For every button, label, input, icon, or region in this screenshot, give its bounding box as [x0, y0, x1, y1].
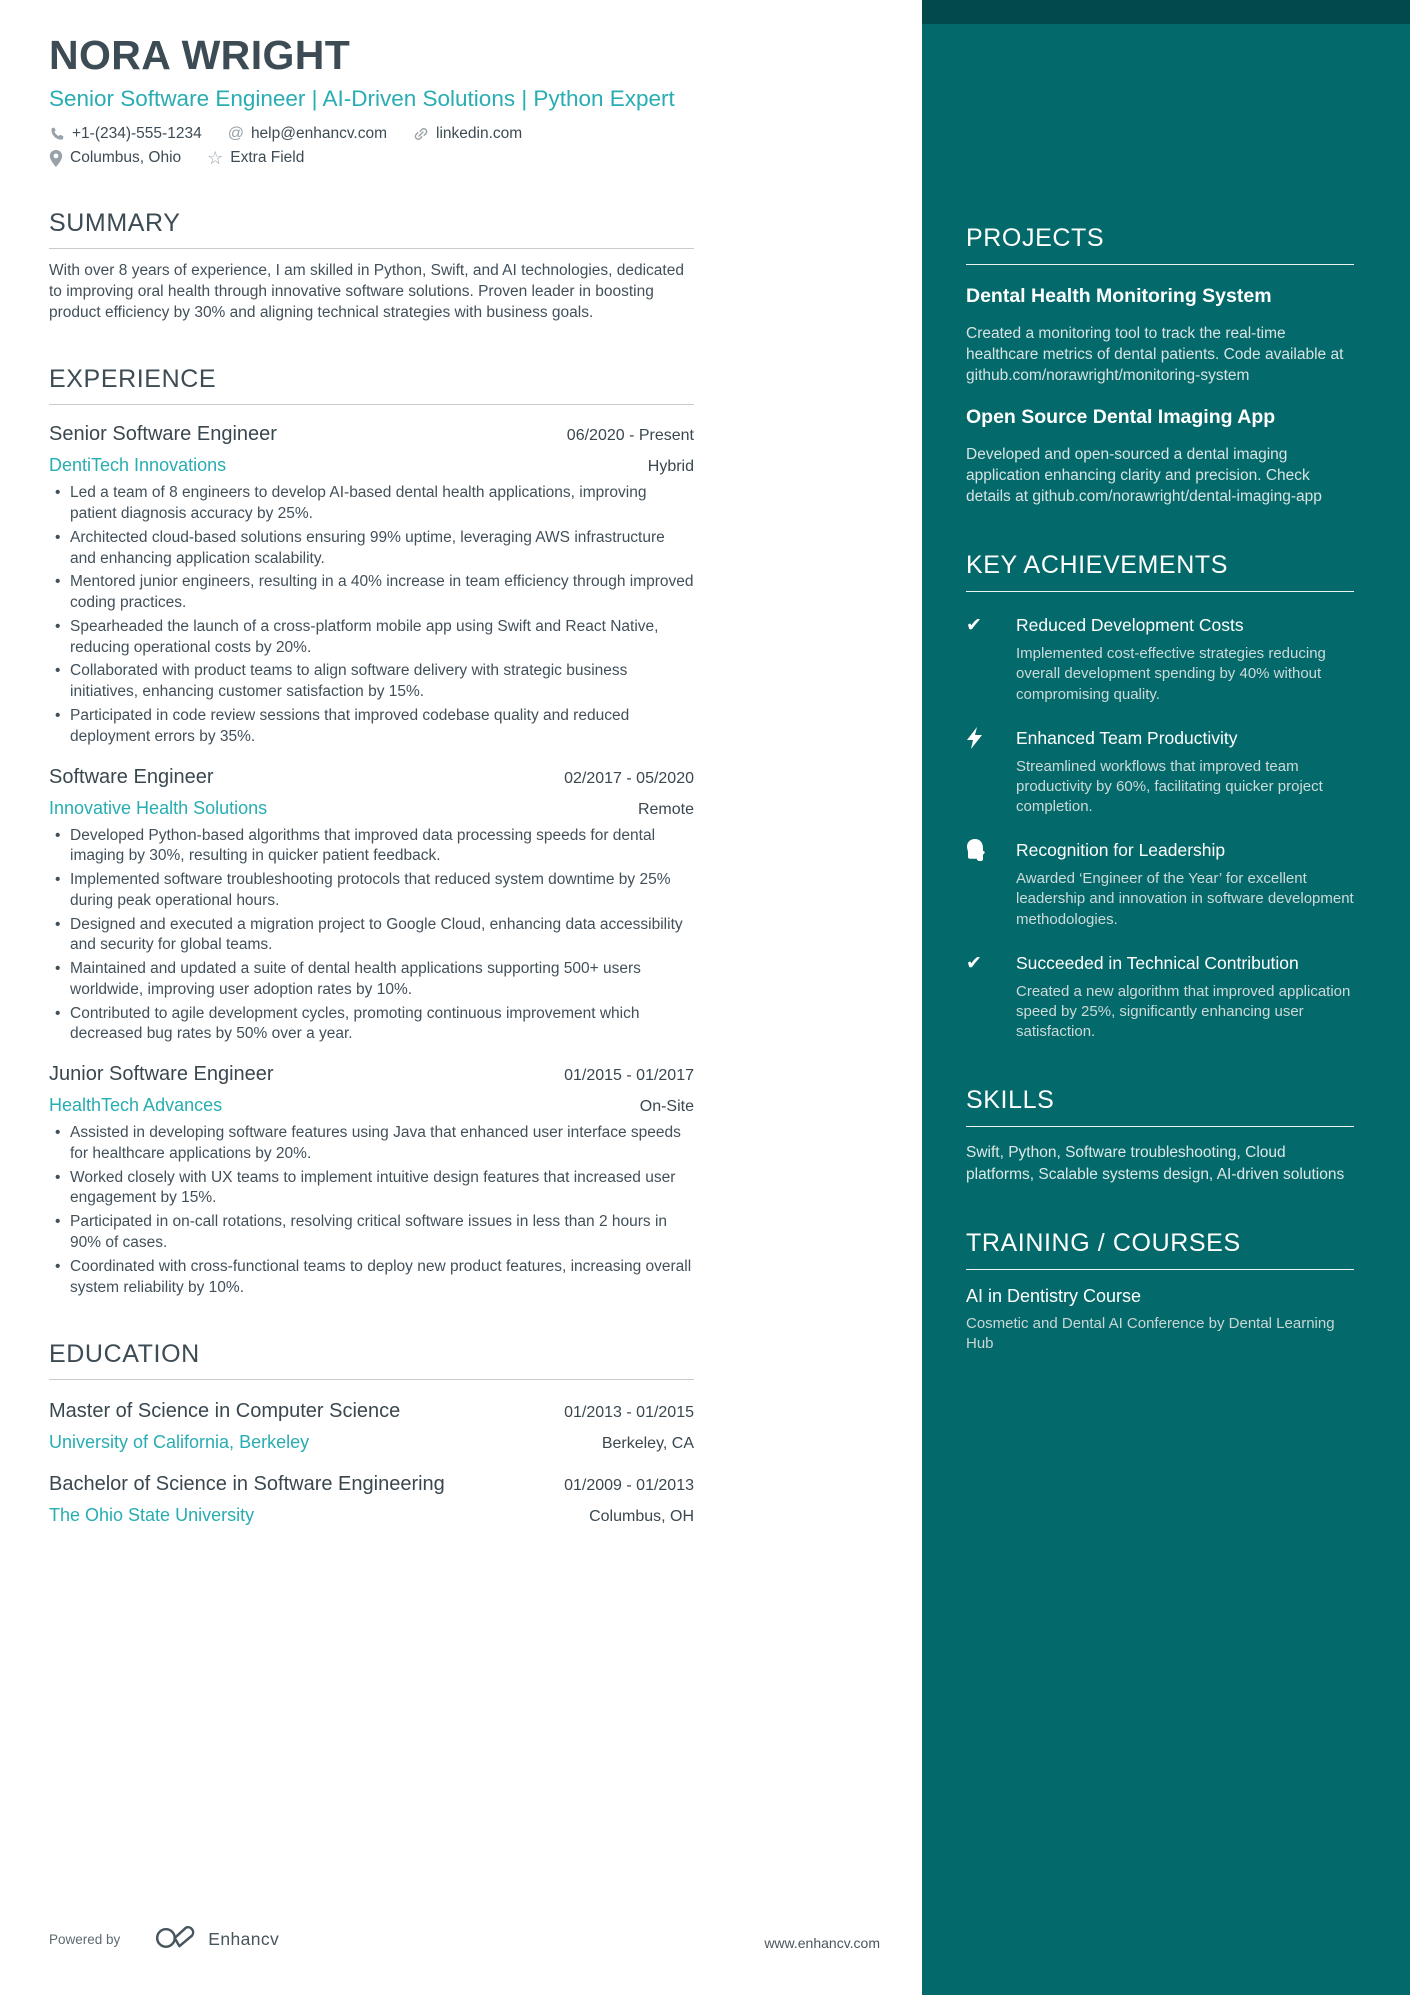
link-icon [413, 126, 429, 142]
phone-icon [49, 126, 65, 142]
check-icon: ✔ [966, 615, 982, 637]
job-company: DentiTech Innovations [49, 455, 227, 476]
job-title: Software Engineer [49, 765, 214, 788]
bullet-item: • Mentored junior engineers, resulting in a 40% increase in team efficiency through improved coding practices. [49, 572, 694, 614]
summary-text: With over 8 years of experience, I am skilled in Python, Swift, and AI technologies, dedicated to improving oral health through innovative software solutions. Proven leader in boosting product efficiency by 30% and aligning technical strategies with business goals. [49, 262, 684, 321]
bullet-item: • Worked closely with UX teams to implement intuitive design features that increased user engagement by 15%. [49, 1168, 694, 1210]
skills-section [966, 1086, 1354, 1184]
bullet-item: • Led a team of 8 engineers to develop AI-based dental health applications, improving patient diagnosis accuracy by 25%. [49, 483, 694, 525]
key-achievements-heading: KEY ACHIEVEMENTS [966, 551, 1228, 580]
job-entry [49, 1063, 694, 1298]
achievement-description: Awarded ‘Engineer of the Year’ for excellent leadership and innovation in software development methodologies. [1016, 870, 1354, 928]
bullet-item: • Maintained and updated a suite of dental health applications supporting 500+ users worldwide, improving user adoption rates by 10%. [49, 959, 694, 1001]
bullet-item: • Collaborated with product teams to align software delivery with strategic business initiatives, enhancing customer satisfaction by 15%. [49, 661, 694, 703]
contact-location: Columbus, Ohio [49, 149, 181, 167]
sidebar [922, 0, 1410, 1995]
sidebar-top-strip [922, 0, 1410, 24]
bullet-item: • Coordinated with cross-functional teams to deploy new product features, increasing overall system reliability by 10%. [49, 1257, 694, 1299]
achievement-title: Enhanced Team Productivity [1016, 727, 1238, 748]
contact-info [49, 125, 694, 167]
key-achievements-divider [966, 591, 1354, 592]
achievement-title: Reduced Development Costs [1016, 615, 1244, 636]
summary-divider [49, 248, 694, 249]
projects-section [966, 224, 1354, 507]
education-divider [49, 1379, 694, 1380]
candidate-name: NORA WRIGHT [49, 32, 351, 78]
project-title: Dental Health Monitoring System [966, 285, 1272, 307]
project-description: Created a monitoring tool to track the real-time healthcare metrics of dental patients. Code available at github.com/norawright/monitoring-system [966, 324, 1344, 385]
bullet-item: • Implemented software troubleshooting protocols that reduced system downtime by 25% during peak operational hours. [49, 870, 694, 912]
education-location: Columbus, OH [589, 1508, 694, 1526]
location-pin-icon [49, 150, 63, 167]
head-icon [966, 839, 992, 930]
job-location: On-Site [639, 1098, 694, 1116]
job-entry [49, 766, 694, 1046]
achievement-item [966, 614, 1354, 705]
training-heading: TRAINING / COURSES [966, 1228, 1241, 1257]
education-section [49, 1340, 694, 1526]
experience-section [49, 365, 694, 1298]
experience-heading: EXPERIENCE [49, 365, 217, 394]
skills-heading: SKILLS [966, 1086, 1055, 1115]
bullet-item: • Assisted in developing software features using Java that enhanced user interface speeds for healthcare applications by 20%. [49, 1123, 694, 1165]
powered-by-label: Powered by [49, 1932, 121, 1947]
bullet-item: • Architected cloud-based solutions ensuring 99% uptime, leveraging AWS infrastructure and enhancing application scalability. [49, 528, 694, 570]
job-location: Hybrid [647, 458, 694, 476]
job-title: Senior Software Engineer [49, 423, 277, 446]
achievement-item [966, 952, 1354, 1043]
job-dates: 01/2015 - 01/2017 [564, 1067, 694, 1085]
education-location: Berkeley, CA [601, 1435, 694, 1453]
course-title: AI in Dentistry Course [966, 1285, 1142, 1306]
achievement-title: Succeeded in Technical Contribution [1016, 952, 1299, 973]
candidate-headline: Senior Software Engineer | AI-Driven Solutions | Python Expert [49, 86, 675, 112]
contact-link: linkedin.com [413, 125, 522, 143]
job-bullets [49, 826, 694, 1046]
bullet-item: • Spearheaded the launch of a cross-platform mobile app using Swift and React Native, reducing operational costs by 20%. [49, 617, 694, 659]
enhancv-wordmark: Enhancv [208, 1929, 280, 1949]
projects-divider [966, 264, 1354, 265]
summary-section [49, 209, 694, 323]
project-item [966, 284, 1354, 386]
job-dates: 06/2020 - Present [566, 427, 694, 445]
job-bullets [49, 1123, 694, 1298]
job-location: Remote [637, 800, 694, 818]
project-title: Open Source Dental Imaging App [966, 406, 1276, 429]
check-icon: ✔ [966, 952, 982, 974]
star-icon: ☆ [207, 148, 224, 169]
training-divider [966, 1269, 1354, 1270]
job-company: Innovative Health Solutions [49, 797, 268, 818]
education-entry [49, 1473, 694, 1526]
achievement-item [966, 727, 1354, 818]
job-entry [49, 423, 694, 747]
job-dates: 02/2017 - 05/2020 [564, 769, 694, 787]
project-item [966, 405, 1354, 507]
bullet-item: • Contributed to agile development cycles, promoting continuous improvement which decreased bug rates by 50% over a year. [49, 1004, 694, 1046]
contact-email: @ help@enhancv.com [227, 125, 388, 143]
footer [49, 1924, 279, 1955]
school-name: University of California, Berkeley [49, 1432, 310, 1453]
degree: Master of Science in Computer Science [49, 1400, 401, 1423]
main-column [49, 0, 694, 1526]
key-achievements-section [966, 551, 1354, 1042]
education-entry [49, 1400, 694, 1453]
bullet-item: • Participated in code review sessions that improved codebase quality and reduced deployment errors by 35%. [49, 706, 694, 748]
school-name: The Ohio State University [49, 1505, 255, 1526]
achievement-item [966, 839, 1354, 930]
skills-list: Swift, Python, Software troubleshooting, Cloud platforms, Scalable systems design, AI-driven solutions [966, 1144, 1345, 1183]
footer-website: www.enhancv.com [764, 1935, 880, 1951]
lightning-icon [966, 727, 992, 818]
projects-heading: PROJECTS [966, 224, 1105, 252]
bullet-item: • Developed Python-based algorithms that improved data processing speeds for dental imaging by 30%, resulting in quicker patient feedback. [49, 826, 694, 868]
skills-divider [966, 1126, 1354, 1127]
achievement-description: Implemented cost-effective strategies reducing overall development spending by 40% without compromising quality. [1016, 645, 1326, 703]
job-bullets [49, 483, 694, 747]
achievement-title: Recognition for Leadership [1016, 840, 1226, 861]
education-dates: 01/2013 - 01/2015 [564, 1404, 694, 1422]
achievement-description: Streamlined workflows that improved team productivity by 60%, facilitating quicker project completion. [1016, 757, 1323, 816]
bullet-item: • Participated in on-call rotations, resolving critical software issues in less than 2 hours in 90% of cases. [49, 1212, 694, 1254]
job-company: HealthTech Advances [49, 1095, 223, 1116]
at-icon: @ [227, 125, 244, 143]
training-section [966, 1229, 1354, 1355]
job-title: Junior Software Engineer [49, 1063, 274, 1086]
contact-extra-field: ☆ Extra Field [207, 148, 305, 169]
experience-divider [49, 404, 694, 405]
achievement-description: Created a new algorithm that improved application speed by 25%, significantly enhancing user satisfaction. [1016, 982, 1351, 1041]
education-dates: 01/2009 - 01/2013 [564, 1477, 694, 1495]
course-description: Cosmetic and Dental AI Conference by Dental Learning Hub [966, 1314, 1335, 1353]
summary-heading: SUMMARY [49, 209, 181, 238]
contact-phone: +1-(234)-555-1234 [49, 125, 202, 143]
degree: Bachelor of Science in Software Engineering [49, 1473, 445, 1496]
project-description: Developed and open-sourced a dental imaging application enhancing clarity and precision. Check details at github.com/norawright/dental-imaging-app [966, 446, 1322, 506]
enhancv-logo-icon [155, 1924, 195, 1955]
bullet-item: • Designed and executed a migration project to Google Cloud, enhancing data accessibility and security for global teams. [49, 915, 694, 957]
education-heading: EDUCATION [49, 1340, 200, 1369]
